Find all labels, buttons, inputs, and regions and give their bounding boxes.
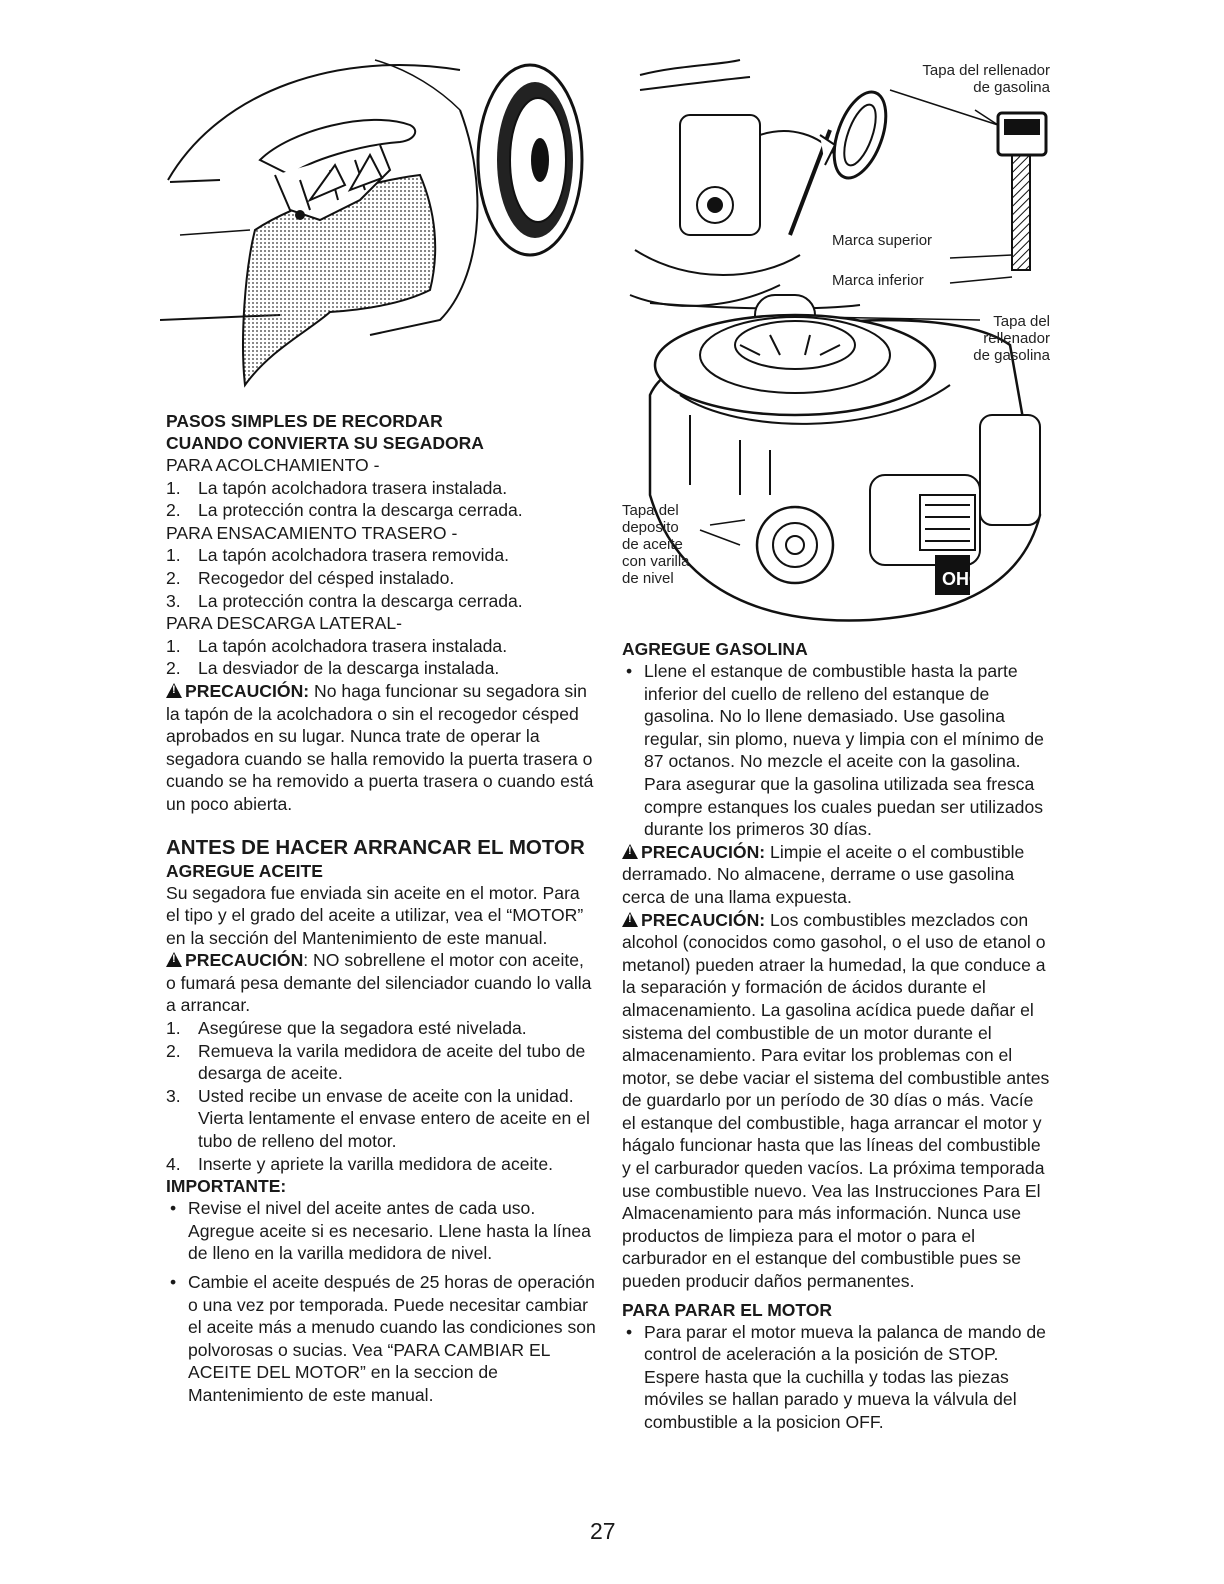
side-discharge-heading: PARA DESCARGA LATERAL- <box>166 613 402 634</box>
list-item: 2. La protección contra la descarga cerrada. <box>166 500 523 521</box>
mulch-plug-illustration <box>160 50 590 400</box>
list-item: 3. La protección contra la descarga cerrada. <box>166 590 523 611</box>
warning-icon <box>166 952 182 967</box>
caution-fuel-spill: !PRECAUCIÓN: Limpie el aceite o el combustible derramado. No almacene, derrame o use gasolina cerca de una llama expuesta. <box>622 841 1050 909</box>
mulch-heading: PARA ACOLCHAMIENTO - <box>166 455 380 475</box>
list-item: • Para parar el motor mueva la palanca de mando de control de aceleración a la posición de STOP. Espere hasta que la cuchilla y todas las piezas móviles se hallan parado y mueva la válvula del combustible a la posicion OFF. <box>626 1321 1046 1432</box>
warning-icon <box>622 844 638 859</box>
list-item: 1. Asegúrese que la segadora esté nivelada. <box>166 1018 527 1039</box>
mulch-list <box>166 477 596 522</box>
list-item: 1. La tapón acolchadora trasera instalada. <box>166 635 508 656</box>
list-item: • Revise el nivel del aceite antes de cada uso. Agregue aceite si es necesario. Llene hasta la línea de lleno en la varilla medidora de nivel. <box>170 1198 591 1264</box>
page-number: 27 <box>590 1518 616 1544</box>
stop-engine-list <box>622 1321 1050 1434</box>
rear-bag-heading: PARA ENSACAMIENTO TRASERO - <box>166 522 458 543</box>
add-oil-title: AGREGUE ACEITE <box>166 860 323 881</box>
side-discharge-list <box>166 635 596 680</box>
list-item: • Cambie el aceite después de 25 horas de operación o una vez por temporada. Puede necesitar cambiar el aceite más a menudo cuando las condiciones son polvorosas o sucias. Vea “PARA CAMBIAR EL ACEITE DEL MOTOR” en la seccion de Mantenimiento de este manual. <box>170 1272 596 1405</box>
list-item: 2. Recogedor del césped instalado. <box>166 567 455 588</box>
important-label: IMPORTANTE: <box>166 1176 287 1197</box>
label-oil-cap: Tapa del deposito de aceite con varilla de nivel <box>622 502 690 587</box>
label-fuel-cap-right: Tapa del rellenador de gasolina <box>973 313 1050 364</box>
label-upper-mark: Marca superior <box>832 232 933 249</box>
left-column <box>166 410 596 1407</box>
label-fuel-cap-top: Tapa del rellenador de gasolina <box>922 62 1050 96</box>
steps-title: PASOS SIMPLES DE RECORDAR CUANDO CONVIERTA SU SEGADORA <box>166 411 484 453</box>
list-item: 1. La tapón acolchadora trasera instalada. <box>166 477 508 498</box>
caution-alcohol-fuel: !PRECAUCIÓN: Los combustibles mezclados con alcohol (conocidos como gasohol, o el uso de etanol o metanol) pueden atraer la humedad, la que conduce a la separación y formación de ácidos durante el almacenamiento. La gasolina acídica puede dañar el sistema del combustible de un motor durante el almacenamiento. Para evitar los problemas con el motor, se debe vaciar el sistema del combustible antes de guardarlo por un período de 30 días o más. Vacíe el estanque del combustible, haga arrancar el motor y hágalo funcionar hasta que las líneas del combustible y el carburador queden vacíos. La próxima temporada use combustible nuevo. Vea las Instrucciones Para El Almacenamiento para más información. Nunca use productos de limpieza para el motor o para el carburador en el estanque del combustible pues se pueden producir daños permanentes. <box>622 909 1050 1293</box>
add-gas-title: AGREGUE GASOLINA <box>622 639 808 659</box>
caution-mulch: !PRECAUCIÓN: No haga funcionar su segadora sin la tapón de la acolchadora o sin el recogedor césped aprobados en su lugar. Nunca trate de operar la segadora cuando se halla removido la puerta trasera o cuando se ha removido a puerta trasera o cuando está un poco abierta. <box>166 680 596 816</box>
add-gas-list <box>622 660 1050 841</box>
stop-engine-title: PARA PARAR EL MOTOR <box>622 1299 833 1320</box>
list-item: • Llene el estanque de combustible hasta la parte inferior del cuello de relleno del estanque de gasolina. No lo llene demasiado. Use gasolina regular, sin plomo, nueva y limpia con el mínimo de 87 octanos. No mezcle el aceite con la gasolina. Para asegurar que la gasolina utilizada sea fresca compre estanques los cuales puedan ser utilizados durante los primeros 30 días. <box>626 661 1044 840</box>
rear-bag-list <box>166 544 596 612</box>
list-item: 3. Usted recibe un envase de aceite con la unidad. Vierta lentamente el envase entero de aceite en el tubo de relleno del motor. <box>166 1085 590 1152</box>
engine-badge: OHC <box>942 569 982 589</box>
list-item: 2. La desviador de la descarga instalada. <box>166 658 500 679</box>
list-item: 4. Inserte y apriete la varilla medidora de aceite. <box>166 1153 553 1174</box>
before-start-title: ANTES DE HACER ARRANCAR EL MOTOR <box>166 835 585 859</box>
warning-icon <box>166 683 182 698</box>
right-column <box>622 638 1050 1434</box>
caution-oil: !PRECAUCIÓN: NO sobrellene el motor con aceite, o fumará pesa demante del silenciador cuando lo valla a arrancar. <box>166 949 596 1017</box>
label-lower-mark: Marca inferior <box>832 272 924 289</box>
oil-steps-list <box>166 1017 596 1175</box>
list-item: 1. La tapón acolchadora trasera removida. <box>166 545 510 566</box>
add-oil-text: Su segadora fue enviada sin aceite en el motor. Para el tipo y el grado del aceite a utilizar, vea el “MOTOR” en la sección del Mantenimiento de este manual. <box>166 882 584 948</box>
important-list <box>166 1197 596 1406</box>
warning-icon <box>622 912 638 927</box>
list-item: 2. Remueva la varila medidora de aceite del tubo de desarga de aceite. <box>166 1040 586 1084</box>
